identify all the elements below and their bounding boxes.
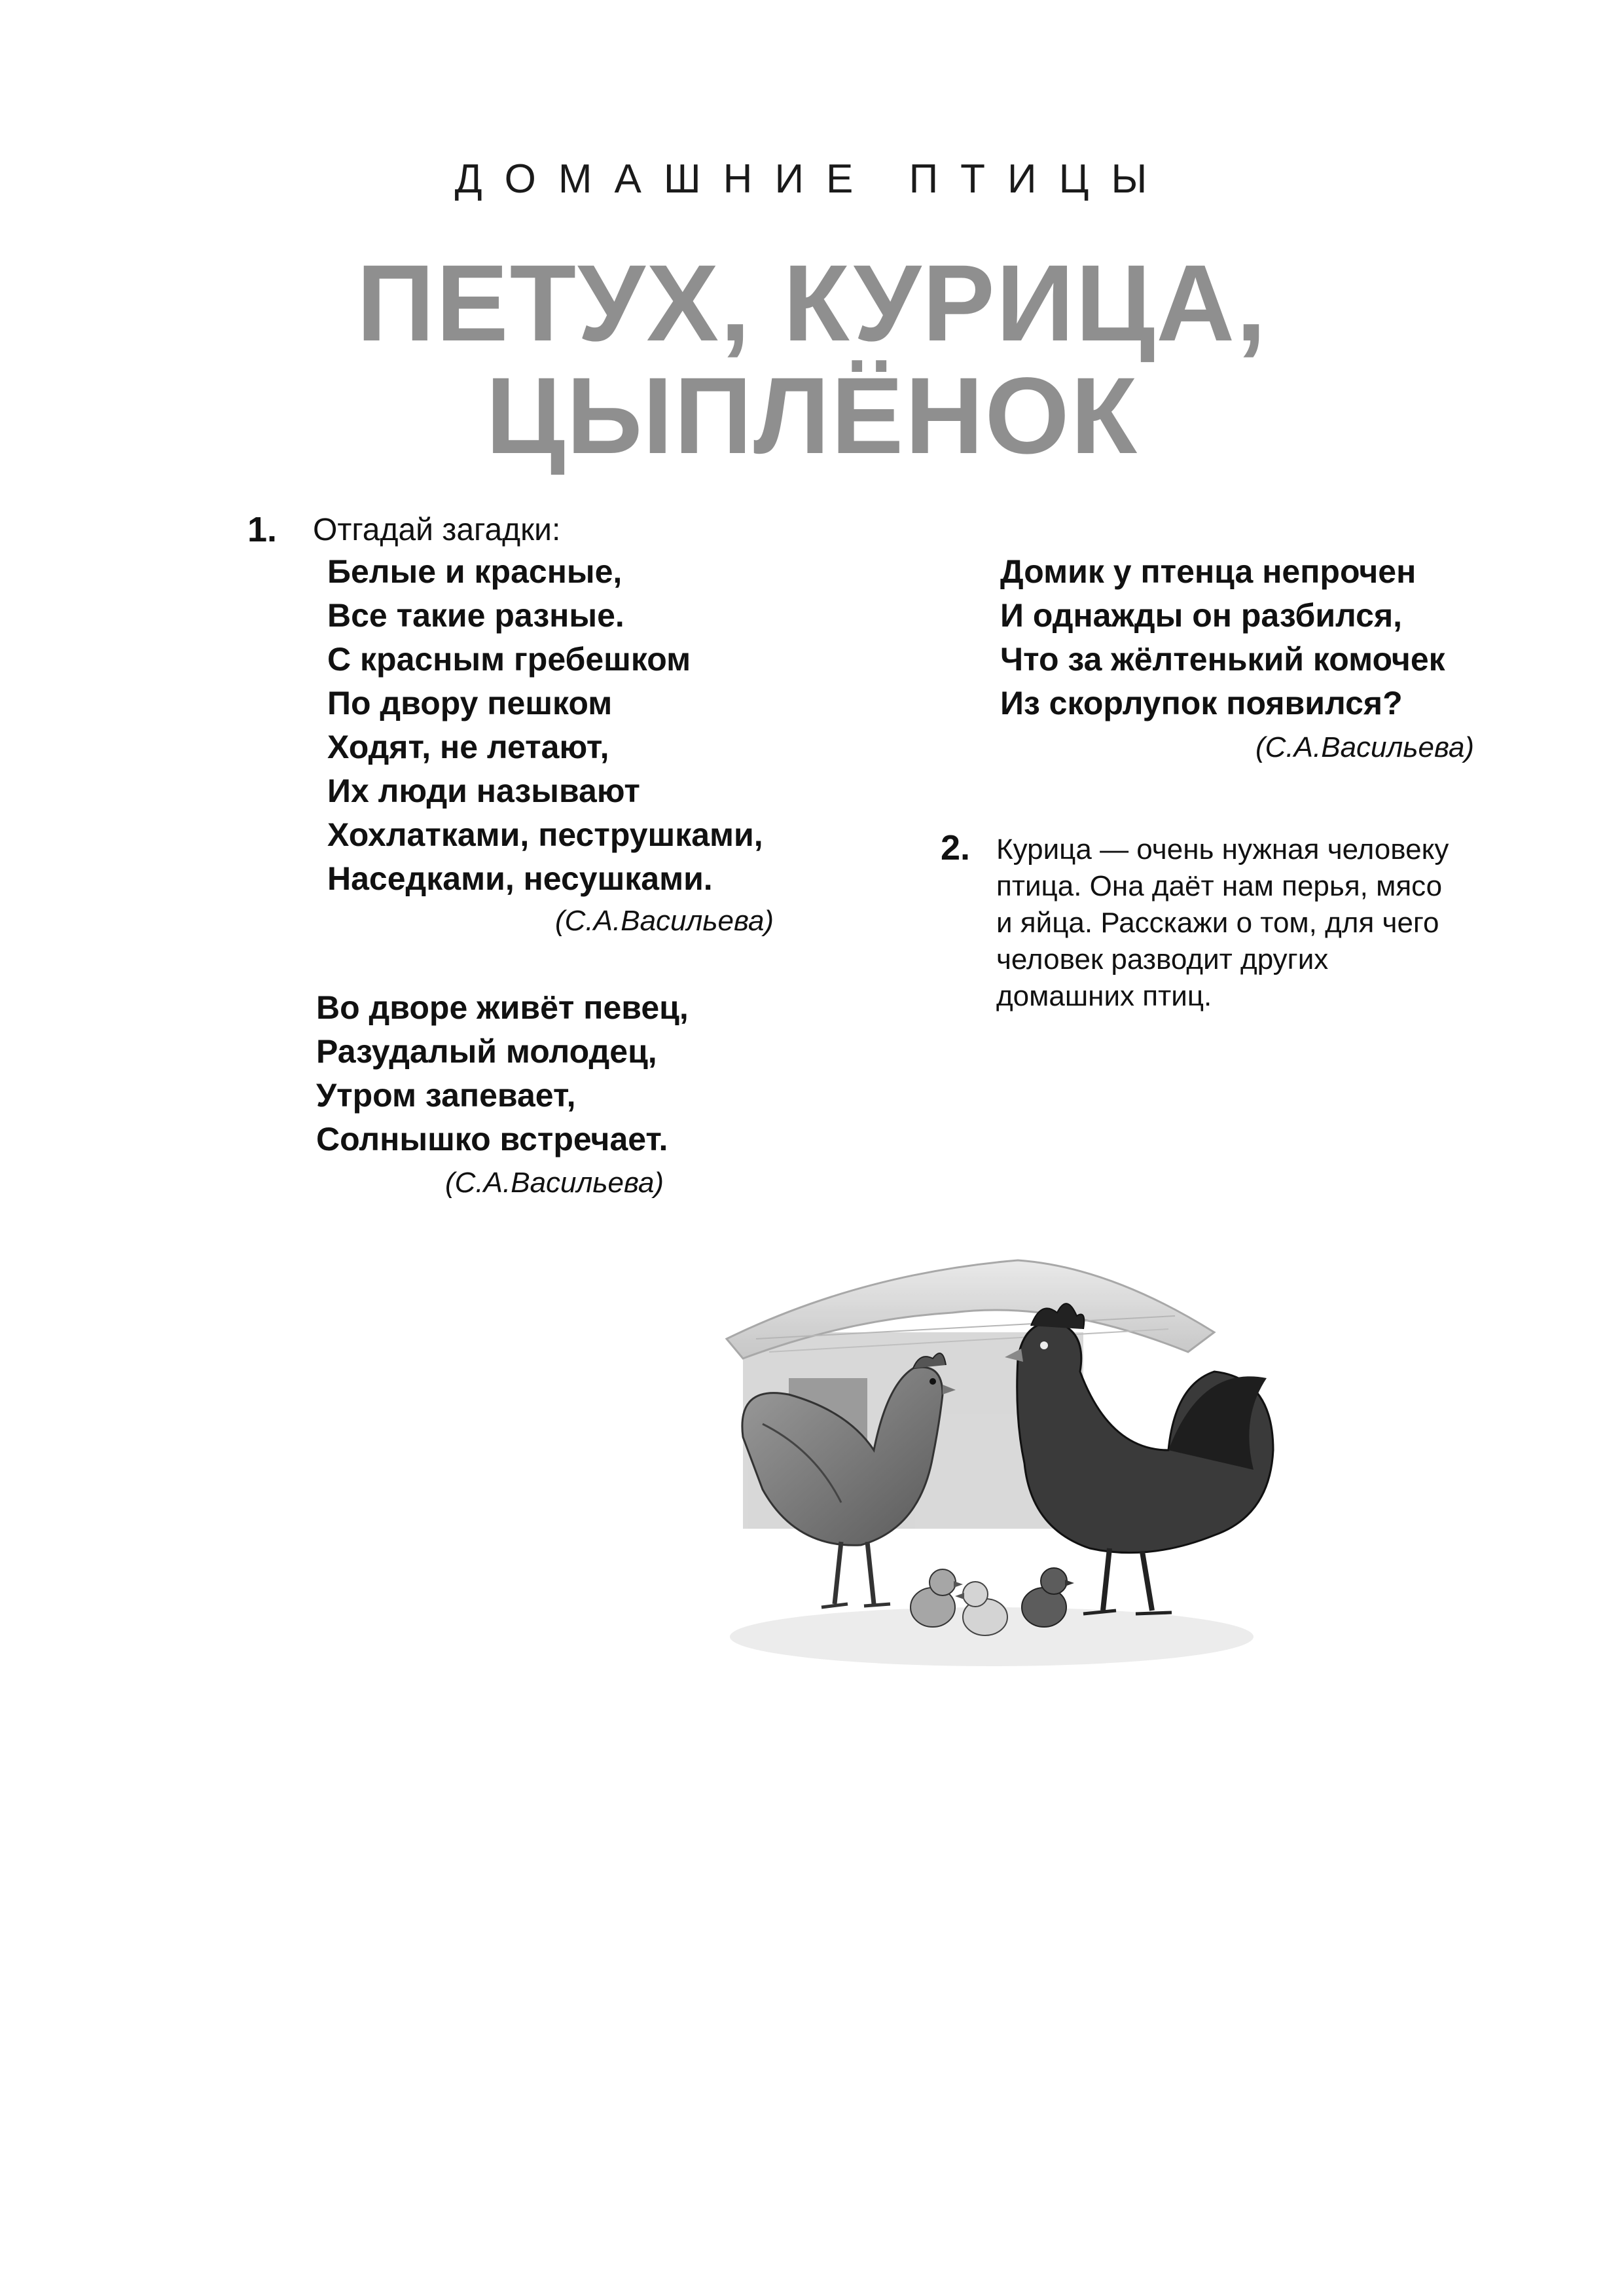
task-2-line: Курица — очень нужная человеку — [996, 833, 1449, 866]
task-2-line: птица. Она даёт нам перья, мясо — [996, 870, 1443, 902]
riddle-3-author: (С.А.Васильева) — [1255, 731, 1475, 763]
task-2-line: домашних птиц. — [996, 980, 1212, 1012]
page-title — [0, 243, 1624, 477]
riddle-line: Солнышко встречает. — [316, 1121, 668, 1157]
task-1-number: 1. — [247, 510, 278, 549]
riddle-1 — [327, 550, 763, 901]
riddle-line: И однажды он разбился, — [1000, 597, 1403, 634]
task-2-line: человек разводит других — [996, 943, 1329, 975]
riddle-2 — [316, 986, 689, 1161]
riddle-line: Ходят, не летают, — [327, 729, 609, 765]
title-line-2: ЦЫПЛЁНОК — [486, 355, 1138, 477]
riddle-line: Белые и красные, — [327, 553, 623, 590]
riddle-line: Все такие разные. — [327, 597, 624, 634]
riddle-line: Разудалый молодец, — [316, 1033, 657, 1070]
task-1-intro: Отгадай загадки: — [313, 513, 561, 547]
title-line-1: ПЕТУХ, КУРИЦА, — [356, 243, 1268, 364]
riddle-line: По двору пешком — [327, 685, 613, 721]
section-heading: ДОМАШНИЕ ПТИЦЫ — [454, 156, 1170, 202]
riddle-line: Их люди называют — [327, 773, 640, 809]
riddle-2-author: (С.А.Васильева) — [445, 1167, 664, 1199]
riddle-line: Утром запевает, — [316, 1077, 576, 1114]
riddle-line: Наседками, несушками. — [327, 860, 713, 897]
riddle-line: Из скорлупок появился? — [1000, 685, 1403, 721]
riddle-line: Во дворе живёт певец, — [316, 989, 689, 1026]
riddle-1-author: (С.А.Васильева) — [555, 905, 774, 937]
task-2-line: и яйца. Расскажи о том, для чего — [996, 907, 1439, 939]
task-2-number: 2. — [941, 828, 971, 867]
rooster — [1005, 1303, 1273, 1614]
poultry-yard-illustration — [717, 1254, 1280, 1673]
riddle-line: Хохлатками, пеструшками, — [327, 816, 763, 853]
riddle-line: Домик у птенца непрочен — [1000, 553, 1416, 590]
task-2-text — [996, 831, 1449, 1015]
riddle-3 — [1000, 550, 1445, 725]
riddle-line: Что за жёлтенький комочек — [1000, 641, 1445, 678]
riddle-line: С красным гребешком — [327, 641, 691, 678]
